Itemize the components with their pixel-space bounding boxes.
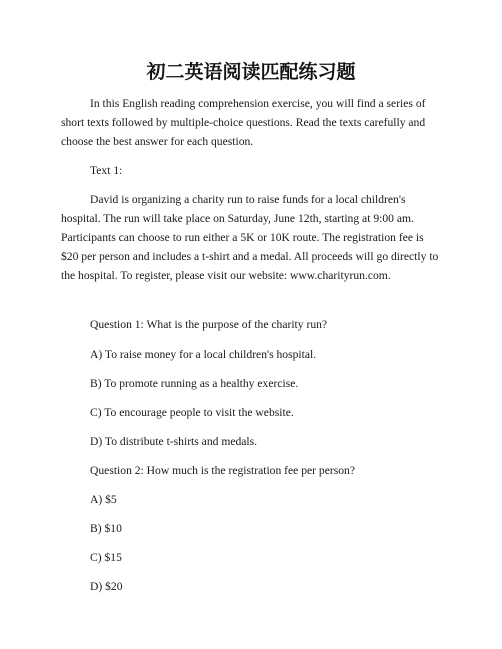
question2-option-b: B) $10 bbox=[90, 522, 122, 535]
question2-prompt: Question 2: How much is the registration fee per person? bbox=[90, 464, 355, 477]
question2-option-a: A) $5 bbox=[90, 493, 117, 506]
question1-option-c: C) To encourage people to visit the website. bbox=[90, 406, 294, 419]
document-title: 初二英语阅读匹配练习题 bbox=[146, 61, 356, 83]
question1-prompt: Question 1: What is the purpose of the charity run? bbox=[90, 318, 328, 331]
question1-option-a: A) To raise money for a local children's hospital. bbox=[90, 348, 317, 361]
intro-paragraph: In this English reading comprehension exercise, you will find a series of short texts followed by multiple-choice questions. Read the texts carefully and choose the best answer for each question. bbox=[61, 97, 426, 148]
text1-paragraph: David is organizing a charity run to raise funds for a local children's hospital. The run will take place on Saturday, June 12th, starting at 9:00 am. Participants can choose to run either a 5K or 10K route. The registration fee is $20 per person and includes a t-shirt and a medal. All proceeds will go directly to the hospital. To register, please visit our website: www.charityrun.com. bbox=[61, 193, 439, 282]
question1-option-d: D) To distribute t-shirts and medals. bbox=[90, 435, 258, 448]
text1-label: Text 1: bbox=[90, 164, 123, 177]
question2-option-c: C) $15 bbox=[90, 551, 122, 564]
question1-option-b: B) To promote running as a healthy exercise. bbox=[90, 377, 299, 390]
question2-option-d: D) $20 bbox=[90, 580, 123, 593]
